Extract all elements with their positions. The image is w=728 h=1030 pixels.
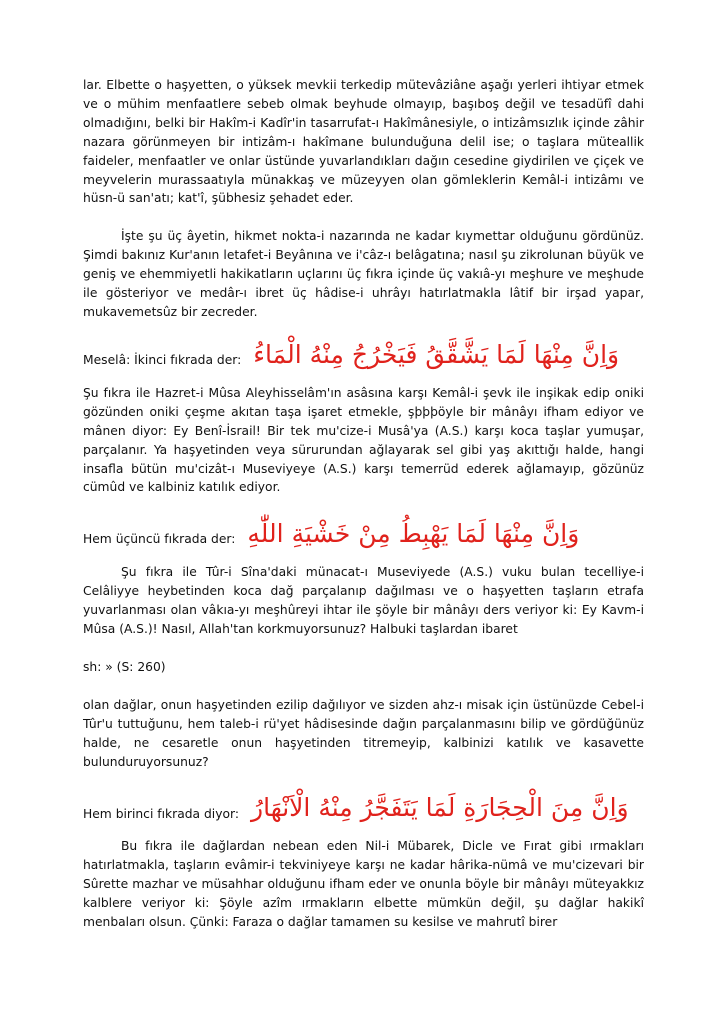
verse-label-third: Hem üçüncü fıkrada der: — [83, 532, 236, 547]
paragraph-three-verses: İşte şu üç âyetin, hikmet nokta-i nazarında ne kadar kıymettar olduğunu gördünüz. Şimdi bakınız Kur'anın letafet-i Beyânına ve i'câz-ı belâgatına; nasıl şu zikrolunan büyük ve geniş ve ehemmiyetli hakikatların uçlarını üç fıkra içinde üç vakıâ-yı meşhure ve meşhude ile gösteriyor ve medâr-ı ibret üç hâdise-i uhrâyı hatırlatmakla lâtif bir irşad yapar, mukavemetsûz bir zecreder. — [83, 229, 644, 319]
document-page — [83, 76, 644, 932]
verse-label-first: Hem birinci fıkrada diyor: — [83, 806, 239, 821]
arabic-verse-first: وَاِنَّ مِنَ الْحِجَارَةِ لَمَا يَتَفَجَّرُ مِنْهُ الْاَنْهَارُ — [251, 793, 629, 823]
verse-label-second: Meselâ: İkinci fıkrada der: — [83, 352, 242, 367]
verse-row-first — [83, 785, 644, 825]
arabic-verse-third: وَاِنَّ مِنْهَا لَمَا يَهْبِطُ مِنْ خَشْيَةِ اللّٰهِ — [247, 519, 580, 549]
arabic-verse-second: وَاِنَّ مِنْهَا لَمَا يَشَّقَّقُ فَيَخْرُجُ مِنْهُ الْمَاءُ — [253, 339, 620, 369]
paragraph-mount-sinai: Şu fıkra ile Tûr-i Sîna'daki münacat-ı Museviyede (A.S.) vuku bulan tecelliye-i Celâliyye heybetinden koca dağ parçalanıp dağılması ve o haşyetten taşların etrafa yuvarlanması olan vâkıa-yı meşhûreyi ihtar ile şöyle bir mânâyı ders veriyor ki: Ey Kavm-i Mûsa (A.S.)! Nasıl, Allah'tan korkmuyorsunuz? Halbuki taşlardan ibaret — [83, 565, 644, 637]
verse-row-third — [83, 511, 644, 551]
page-reference: sh: » (S: 260) — [83, 659, 166, 674]
paragraph-mountains: olan dağlar, onun haşyetinden ezilip dağılıyor ve sizden ahz-ı misak için üstünüzde Cebel-i Tûr'u tuttuğunu, hem taleb-i rü'yet hâdisesinde dağın parçalanmasını bilip ve gördüğünüz halde, ne cesaretle onun haşyetinden titremeyip, kalbinizi katılık ve kasavette bulunduruyorsunuz? — [83, 697, 644, 769]
verse-row-second — [83, 332, 644, 372]
paragraph-musa-staff: Şu fıkra ile Hazret-i Mûsa Aleyhisselâm'ın asâsına karşı Kemâl-i şevk ile inşikak edip oniki gözünden oniki çeşme akıtan taşa işaret etmekle, şþþþöyle bir mânâyı ifham ediyor ve mânen diyor: Ey Benî-İsrail! Bir tek mu'cize-i Musâ'ya (A.S.) karşı koca taşlar yumuşar, parçalanır. Ya haşyetinden veya sürurundan ağlayarak sel gibi yaş akıttığı halde, hangi insafla bütün mu'cizât-ı Museviyeye (A.S.) karşı temerrüd ederek ağlamayıp, gözünüz cümûd ve kalbiniz katılık ediyor. — [83, 385, 644, 495]
paragraph-intro: lar. Elbette o haşyetten, o yüksek mevkii terkedip mütevâziâne aşağı yerleri ihtiyar etmek ve o mühim menfaatlere sebeb olmak beyhude olmayıp, başıboş değil ve tesadüfî dahi olmadığını, belki bir Hakîm-i Kadîr'in tasarrufat-ı Hakîmânesiyle, o intizâmsızlık içinde zâhir nazara görünmeyen bir intizâm-ı hakîmane bulunduğuna delil ise; o taşlara müteallik faideler, menfaatler ve onlar üstünde yuvarlandıkları dağın cesedine giydirilen ve çiçek ve meyvelerin murassaatıyla münakkaş ve müzeyyen olan gömleklerin Kemâl-i intizâmı ve hüsn-ü san'atı; kat'î, şübhesiz şehadet eder. — [83, 78, 644, 206]
paragraph-rivers: Bu fıkra ile dağlardan nebean eden Nil-i Mübarek, Dicle ve Fırat gibi ırmakları hatırlatmakla, taşların evâmir-i tekviniyeye karşı ne kadar hârika-nümâ ve mu'cizevari bir Sûrette mazhar ve müsahhar olduğunu ifham eder ve onunla böyle bir mânâyı müteyakkız kalblere veriyor ki: Şöyle azîm ırmakların elbette mümkün değil, şu dağlar hakikî menbaları olsun. Çünki: Faraza o dağlar tamamen su kesilse ve mahrutî birer — [83, 839, 644, 930]
